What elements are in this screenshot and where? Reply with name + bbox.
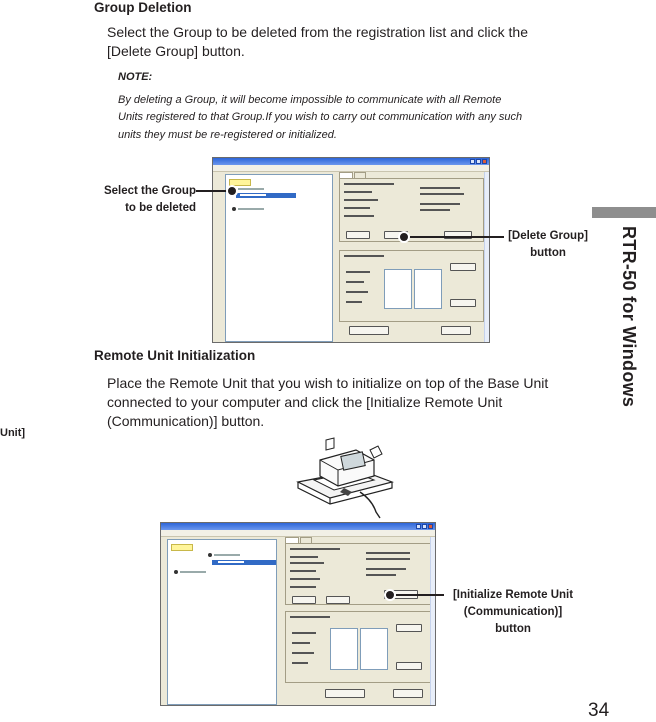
window-menubar: [213, 165, 489, 172]
unit-edit-button[interactable]: [292, 596, 316, 604]
leader-select-group: [196, 190, 230, 192]
remote-unit-panel: [339, 250, 484, 322]
window-close-button[interactable]: [393, 689, 423, 698]
unit-list[interactable]: [384, 269, 412, 309]
close-icon: [428, 524, 433, 529]
leader-initialize: [388, 594, 444, 596]
note-line-3: units they must be re-registered or initialized.: [118, 129, 337, 141]
callout-delete-group-line-1: [Delete Group]: [508, 230, 588, 242]
leader-dot-select-group: [226, 185, 238, 197]
group-info-panel: [339, 178, 484, 242]
note-line-1: By deleting a Group, it will become impossible to communicate with all Remote: [118, 94, 502, 106]
chapter-tab-bar: [592, 207, 656, 218]
base-unit-node: [171, 544, 193, 551]
window-titlebar: [213, 158, 489, 165]
window-scrollbar[interactable]: [484, 172, 489, 342]
group-node-icon: [232, 207, 236, 211]
remote-unit-on-base-unit-illustration: [290, 430, 400, 522]
chapter-tab-label: RTR-50 for Windows: [619, 226, 639, 408]
minimize-icon: [470, 159, 475, 164]
unit-register-button[interactable]: [450, 263, 476, 271]
page-number: 34: [588, 700, 610, 721]
window-titlebar: [161, 523, 435, 530]
remote-unit-panel: [285, 611, 431, 683]
window-close-button[interactable]: [441, 326, 471, 335]
partial-margin-text: Unit]: [0, 427, 26, 439]
note-title: NOTE:: [118, 71, 153, 83]
maximize-icon: [422, 524, 427, 529]
group-node-icon: [174, 570, 178, 574]
window-action-button[interactable]: [349, 326, 389, 335]
group-other-button[interactable]: [444, 231, 472, 239]
section-heading-group-deletion: Group Deletion: [94, 0, 192, 15]
leader-dot-initialize: [384, 589, 396, 601]
note-line-2: Units registered to that Group.If you wish to carry out communication with any such: [118, 111, 523, 123]
unit-register-button[interactable]: [396, 624, 422, 632]
initialization-instruction-line-1: Place the Remote Unit that you wish to initialize on top of the Base Unit: [107, 375, 549, 391]
window-action-button[interactable]: [325, 689, 365, 698]
unit-delete-button[interactable]: [326, 596, 350, 604]
group-deletion-instruction-line-1: Select the Group to be deleted from the registration list and click the: [107, 24, 529, 40]
group-edit-button[interactable]: [346, 231, 370, 239]
callout-select-group-line-2: to be deleted: [125, 202, 196, 214]
unit-list[interactable]: [330, 628, 358, 670]
unit-list-2[interactable]: [414, 269, 442, 309]
registration-tree: [225, 174, 333, 342]
callout-select-group-line-1: Select the Group: [103, 185, 196, 197]
callout-delete-group-line-2: button: [530, 247, 566, 259]
group-node-icon: [208, 553, 212, 557]
callout-initialize-line-1: [Initialize Remote Unit: [452, 589, 574, 601]
unit-info-panel: [285, 543, 431, 605]
leader-dot-delete-group: [398, 231, 410, 243]
minimize-icon: [416, 524, 421, 529]
callout-initialize-line-3: button: [495, 623, 531, 635]
initialization-screenshot: [160, 522, 436, 706]
callout-initialize-line-2: (Communication)]: [463, 606, 563, 618]
unit-other-button[interactable]: [450, 299, 476, 307]
registration-tree: [167, 539, 277, 705]
unit-other-button[interactable]: [396, 662, 422, 670]
group-deletion-instruction-line-2: [Delete Group] button.: [107, 43, 245, 59]
group-deletion-screenshot: [212, 157, 490, 343]
section-heading-remote-unit-initialization: Remote Unit Initialization: [94, 348, 256, 363]
window-scrollbar[interactable]: [430, 537, 435, 705]
window-menubar: [161, 530, 435, 537]
maximize-icon: [476, 159, 481, 164]
initialization-instruction-line-3: (Communication)] button.: [107, 413, 265, 429]
close-icon: [482, 159, 487, 164]
unit-list-2[interactable]: [360, 628, 388, 670]
initialization-instruction-line-2: connected to your computer and click the [Initialize Remote Unit: [107, 394, 503, 410]
leader-delete-group: [400, 236, 504, 238]
